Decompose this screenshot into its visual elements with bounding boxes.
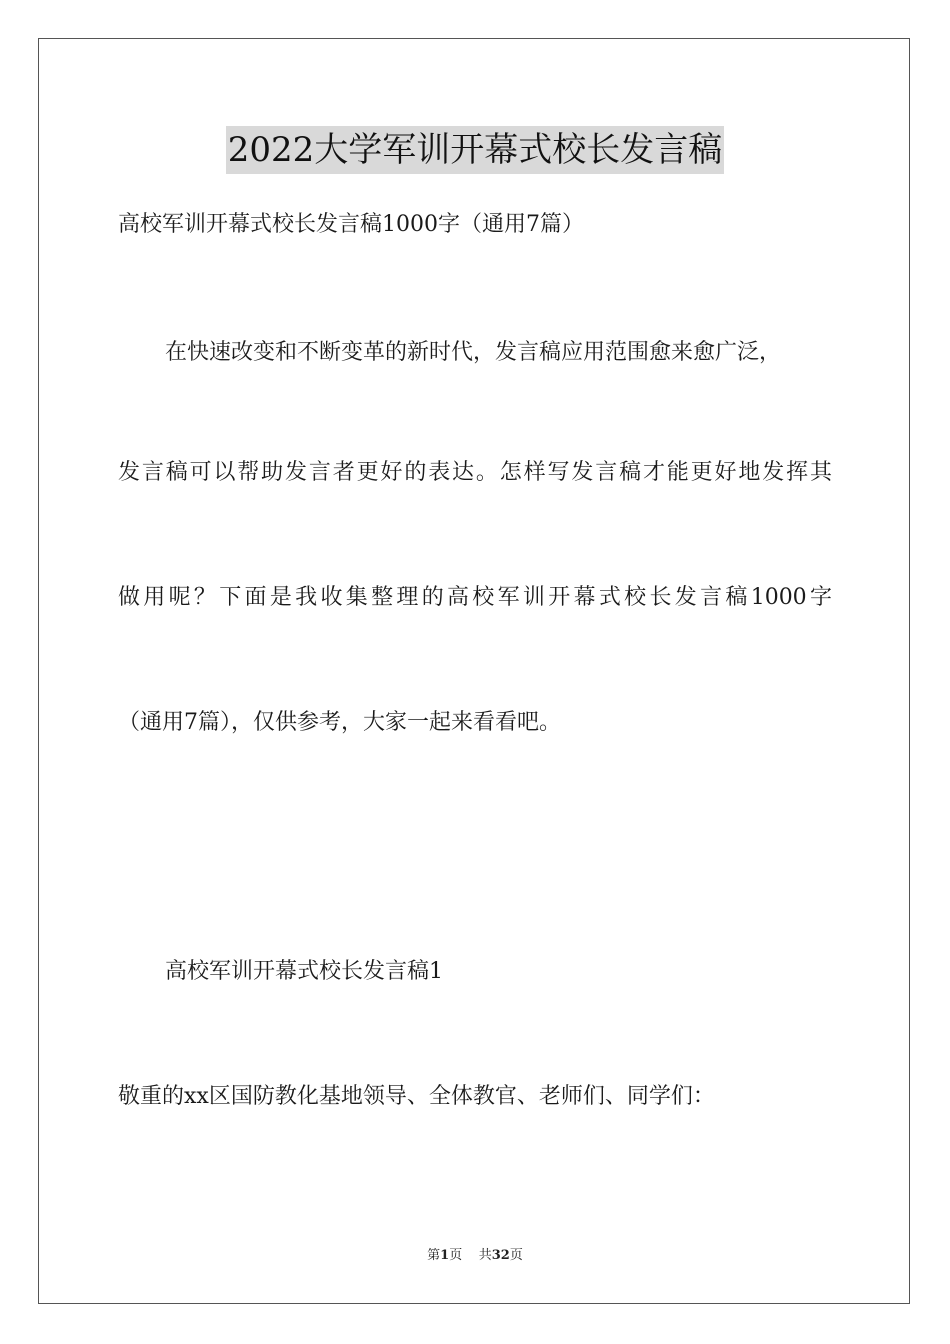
intro-line-3: 做用呢？下面是我收集整理的高校军训开幕式校长发言稿1000字 [118,585,832,610]
footer-page-prefix: 第 [427,1248,441,1263]
document-subtitle: 高校军训开幕式校长发言稿1000字（通用7篇） [118,212,584,237]
footer-total-suffix: 页 [509,1248,523,1263]
footer-total-pages: 32 [491,1248,510,1263]
footer-page-suffix: 页 [449,1248,463,1263]
document-title: 2022大学军训开幕式校长发言稿 [226,126,725,174]
page-footer [0,1246,950,1266]
intro-line-4: （通用7篇），仅供参考，大家一起来看看吧。 [118,710,561,735]
footer-total-prefix: 共 [478,1248,492,1263]
title-container [0,126,950,174]
salutation: 敬重的xx区国防教化基地领导、全体教官、老师们、同学们： [118,1084,715,1109]
footer-page-number: 1 [440,1248,450,1263]
intro-line-1: 在快速改变和不断变革的新时代，发言稿应用范围愈来愈广泛， [165,340,782,365]
section-heading: 高校军训开幕式校长发言稿1 [165,959,443,984]
intro-line-2: 发言稿可以帮助发言者更好的表达。怎样写发言稿才能更好地发挥其 [118,460,832,485]
